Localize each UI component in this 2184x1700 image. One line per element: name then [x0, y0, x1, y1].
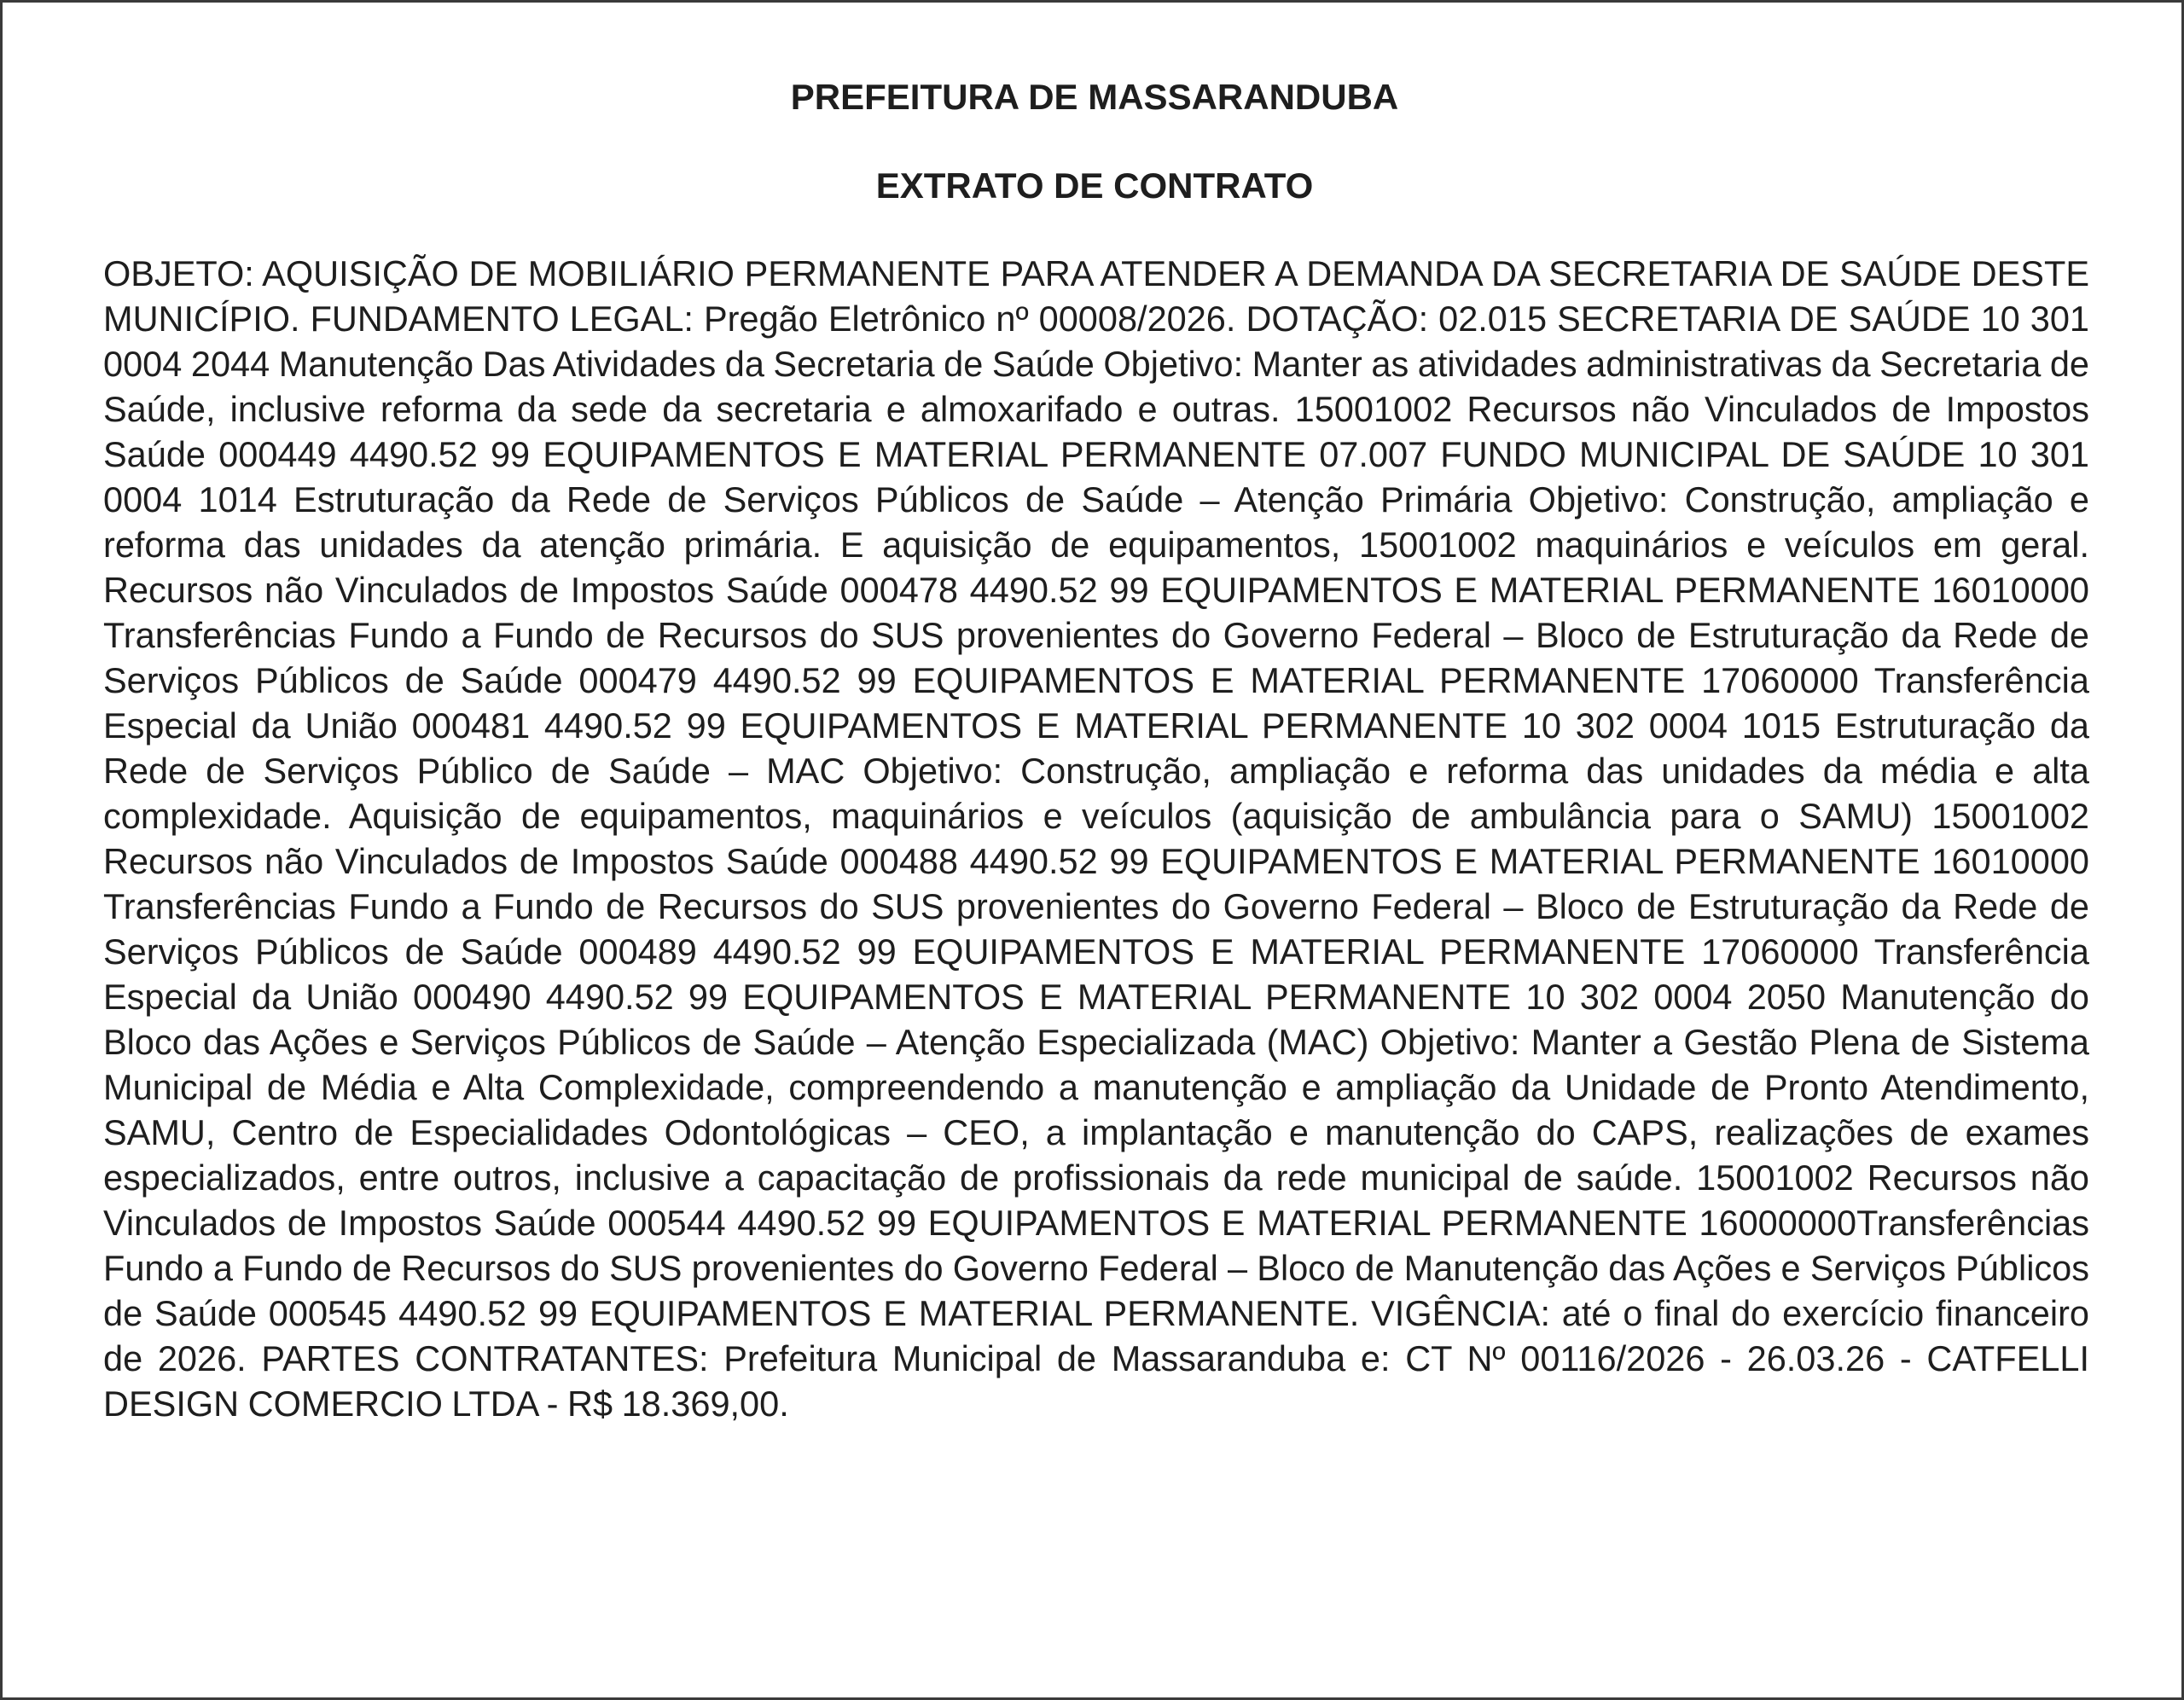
document-subheading: EXTRATO DE CONTRATO — [875, 165, 1314, 206]
contract-extract-body: OBJETO: AQUISIÇÃO DE MOBILIÁRIO PERMANENTE PARA ATENDER A DEMANDA DA SECRETARIA DE SAÚDE DESTE MUNICÍPIO. FUNDAMENTO LEGAL: Pregão Eletrônico nº 00008/2026. DOTAÇÃO: 02.015 SECRETARIA DE SAÚDE 10 301 0004 2044 Manutenção Das Atividades da Secretaria de Saúde Objetivo: Manter as atividades administrativas da Secretaria de Saúde, inclusive reforma da sede da secretaria e almoxarifado e outras. 15001002 Recursos não Vinculados de Impostos Saúde 000449 4490.52 99 EQUIPAMENTOS E MATERIAL PERMANENTE 07.007 FUNDO MUNICIPAL DE SAÚDE 10 301 0004 1014 Estruturação da Rede de Serviços Públicos de Saúde – Atenção Primária Objetivo: Construção, ampliação e reforma das unidades da atenção primária. E aquisição de equipamentos, 15001002 maquinários e veículos em geral. Recursos não Vinculados de Impostos Saúde 000478 4490.52 99 EQUIPAMENTOS E MATERIAL PERMANENTE 16010000 Transferências Fundo a Fundo de Recursos do SUS provenientes do Governo Federal – Bloco de Estruturação da Rede de Serviços Públicos de Saúde 000479 4490.52 99 EQUIPAMENTOS E MATERIAL PERMANENTE 17060000 Transferência Especial da União 000481 4490.52 99 EQUIPAMENTOS E MATERIAL PERMANENTE 10 302 0004 1015 Estruturação da Rede de Serviços Público de Saúde – MAC Objetivo: Construção, ampliação e reforma das unidades da média e alta complexidade. Aquisição de equipamentos, maquinários e veículos (aquisição de ambulância para o SAMU) 15001002 Recursos não Vinculados de Impostos Saúde 000488 4490.52 99 EQUIPAMENTOS E MATERIAL PERMANENTE 16010000 Transferências Fundo a Fundo de Recursos do SUS provenientes do Governo Federal – Bloco de Estruturação da Rede de Serviços Públicos de Saúde 000489 4490.52 99 EQUIPAMENTOS E MATERIAL PERMANENTE 17060000 Transferência Especial da União 000490 4490.52 99 EQUIPAMENTOS E MATERIAL PERMANENTE 10 302 0004 2050 Manutenção do Bloco das Ações e Serviços Públicos de Saúde – Atenção Especializada (MAC) Objetivo: Manter a Gestão Plena de Sistema Municipal de Média e Alta Complexidade, compreendendo a manutenção e ampliação da Unidade de Pronto Atendimento, SAMU, Centro de Especialidades Odontológicas – CEO, a implantação e manutenção do CAPS, realizações de exames especializados, entre outros, inclusive a capacitação de profissionais da rede municipal de saúde. 15001002 Recursos não Vinculados de Impostos Saúde 000544 4490.52 99 EQUIPAMENTOS E MATERIAL PERMANENTE 16000000Transferências Fundo a Fundo de Recursos do SUS provenientes do Governo Federal – Bloco de Manutenção das Ações e Serviços Públicos de Saúde 000545 4490.52 99 EQUIPAMENTOS E MATERIAL PERMANENTE. VIGÊNCIA: até o final do exercício financeiro de 2026. PARTES CONTRATANTES: Prefeitura Municipal de Massaranduba e: CT Nº 00116/2026 - 26.03.26 - CATFELLI DESIGN COMERCIO LTDA - R$ 18.369,00. — [103, 253, 2089, 1424]
document-heading: PREFEITURA DE MASSARANDUBA — [790, 77, 1399, 117]
